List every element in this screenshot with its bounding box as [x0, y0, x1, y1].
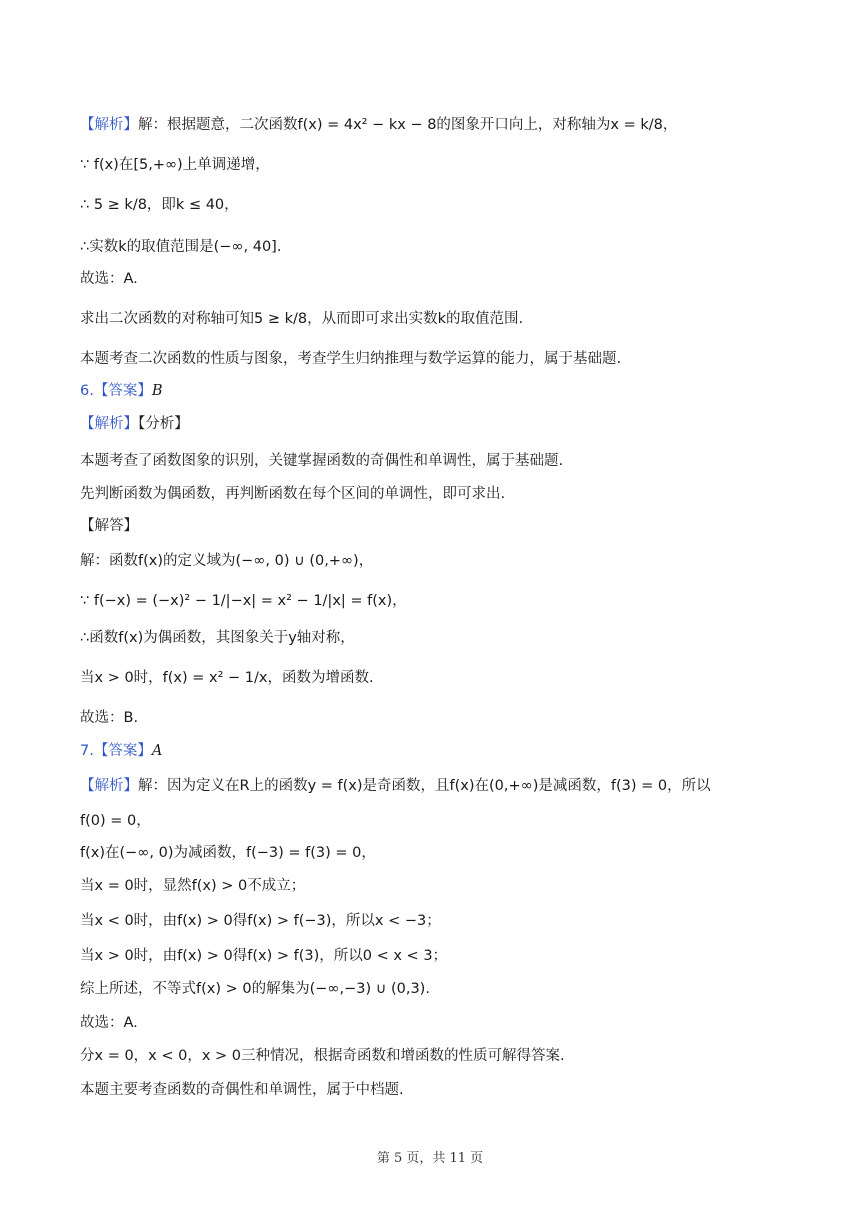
line-text: 【分析】	[138, 416, 189, 432]
text-line	[80, 348, 820, 370]
text-line	[80, 114, 820, 136]
answer-tag: 7.【答案】	[80, 743, 152, 759]
text-line	[80, 1045, 820, 1067]
line-text: ∵ f(x)在[5,+∞)上单调递增，	[80, 157, 270, 173]
line-text: 分x = 0，x < 0，x > 0三种情况，根据奇函数和增函数的性质可解得答案.	[80, 1048, 565, 1064]
analysis-tag: 【解析】	[80, 117, 138, 133]
line-text: 本题主要考查函数的奇偶性和单调性，属于中档题.	[80, 1082, 404, 1098]
line-text: 先判断函数为偶函数，再判断函数在每个区间的单调性，即可求出.	[80, 486, 506, 502]
line-text: 故选：A.	[80, 1015, 138, 1031]
text-line	[80, 1012, 820, 1034]
text-line	[80, 707, 820, 729]
analysis-tag: 【解析】	[80, 778, 138, 794]
answer-value: A	[151, 743, 163, 759]
text-line	[80, 550, 820, 572]
answer-value: B	[151, 383, 163, 399]
line-text: 解：因为定义在R上的函数y = f(x)是奇函数，且f(x)在(0,+∞)是减函数，f(3) = 0，所以	[138, 778, 711, 794]
text-line	[80, 308, 820, 330]
text-line	[80, 590, 820, 612]
line-text: ∵ f(−x) = (−x)² − 1/|−x| = x² − 1/|x| = f(x)，	[80, 593, 407, 609]
line-text: 当x = 0时，显然f(x) > 0不成立；	[80, 878, 306, 894]
text-line	[80, 978, 820, 1000]
line-text: 当x > 0时，由f(x) > 0得f(x) > f(3)，所以0 < x < 3；	[80, 948, 448, 964]
answer-heading-7	[80, 740, 820, 762]
line-text: 故选：A.	[80, 271, 138, 287]
line-text: f(0) = 0，	[80, 813, 151, 829]
line-text: 故选：B.	[80, 710, 139, 726]
line-text: 本题考查了函数图象的识别，关键掌握函数的奇偶性和单调性，属于基础题.	[80, 453, 564, 469]
text-line	[80, 483, 820, 505]
text-line	[80, 194, 820, 216]
text-line	[80, 413, 820, 435]
analysis-tag: 【解析】	[80, 416, 138, 432]
text-line	[80, 515, 820, 537]
text-line	[80, 627, 820, 649]
line-text: 综上所述，不等式f(x) > 0的解集为(−∞,−3) ∪ (0,3).	[80, 981, 430, 997]
text-line	[80, 154, 820, 176]
text-line	[80, 810, 820, 832]
line-text: 当x > 0时，f(x) = x² − 1/x，函数为增函数.	[80, 670, 374, 686]
line-text: ∴函数f(x)为偶函数，其图象关于y轴对称，	[80, 630, 355, 646]
line-text: ∴实数k的取值范围是(−∞, 40].	[80, 239, 282, 255]
line-text: 求出二次函数的对称轴可知5 ≥ k/8，从而即可求出实数k的取值范围.	[80, 311, 524, 327]
answer-tag: 6.【答案】	[80, 383, 152, 399]
text-line	[80, 910, 820, 932]
line-text: 本题考查二次函数的性质与图象，考查学生归纳推理与数学运算的能力，属于基础题.	[80, 351, 622, 367]
line-text: f(x)在(−∞, 0)为减函数，f(−3) = f(3) = 0，	[80, 845, 376, 861]
text-line	[80, 1079, 820, 1101]
line-text: 当x < 0时，由f(x) > 0得f(x) > f(−3)，所以x < −3；	[80, 913, 441, 929]
text-line	[80, 236, 820, 258]
line-text: 解：根据题意，二次函数f(x) = 4x² − kx − 8的图象开口向上，对称轴为x = k/8，	[138, 117, 678, 133]
text-line	[80, 775, 820, 797]
text-line	[80, 945, 820, 967]
text-line	[80, 268, 820, 290]
text-line	[80, 450, 820, 472]
text-line	[80, 667, 820, 689]
answer-heading-6	[80, 380, 820, 402]
page-footer: 第 5 页，共 11 页	[376, 1151, 484, 1166]
line-text: 【解答】	[80, 518, 138, 534]
line-text: 解：函数f(x)的定义域为(−∞, 0) ∪ (0,+∞)，	[80, 553, 374, 569]
line-text: ∴ 5 ≥ k/8，即k ≤ 40，	[80, 197, 239, 213]
text-line	[80, 875, 820, 897]
text-line	[80, 842, 820, 864]
